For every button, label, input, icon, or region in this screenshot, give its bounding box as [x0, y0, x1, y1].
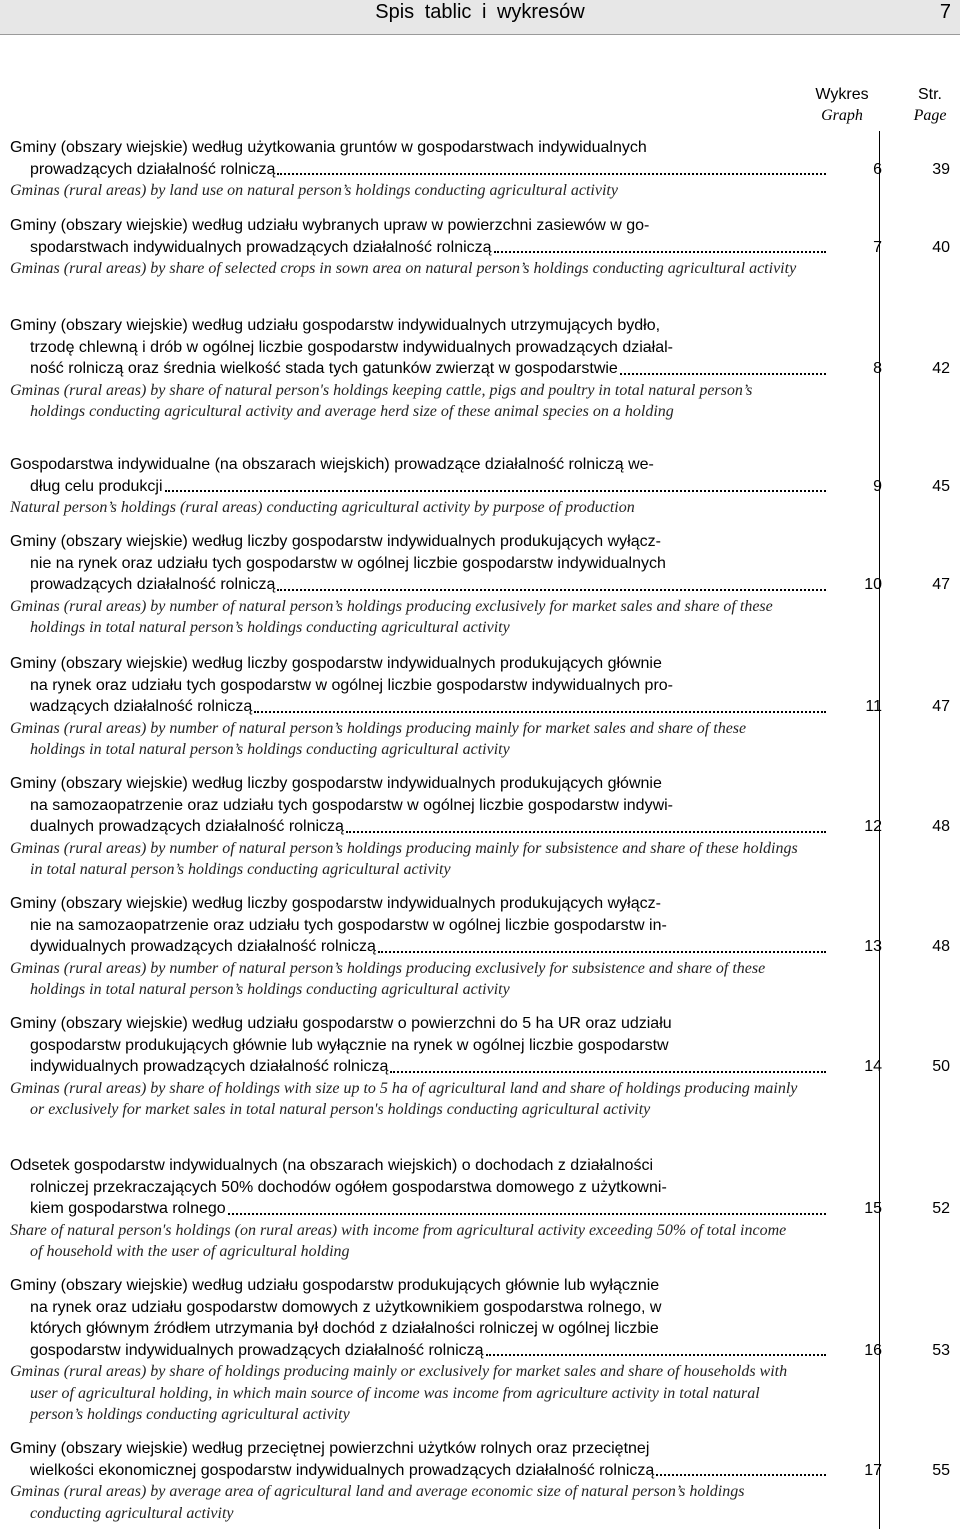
entry-title-en: Gminas (rural areas) by number of natural person’s holdings producing mainly for market sales and share of these holdings in total natural person’s holdings conducting agricultural activity	[10, 719, 747, 758]
entry-title-pl	[10, 1155, 800, 1220]
entry-title-pl	[10, 893, 800, 958]
dot-leader	[277, 172, 826, 175]
page-header	[0, 0, 960, 35]
entry-title-line: Gminy (obszary wiejskie) według przeciętnej powierzchni użytków rolnych oraz przeciętnej	[10, 1440, 650, 1457]
graph-number: 15	[864, 1200, 882, 1217]
graph-number: 10	[864, 576, 882, 593]
graph-number: 16	[864, 1341, 882, 1359]
entry-title-line: których głównym źródłem utrzymania był dochód z działalności rolniczej w ogólnej liczbie	[30, 1320, 659, 1337]
entry-title-line: Gminy (obszary wiejskie) według udziału wybranych upraw w powierzchni zasiewów w go-	[10, 217, 650, 234]
list-item[interactable]	[10, 653, 960, 761]
entry-title-line: Gospodarstwa indywidualne (na obszarach wiejskich) prowadzące działalność rolniczą we-	[10, 456, 654, 473]
entry-title-pl	[10, 215, 800, 258]
page-number: 39	[932, 160, 950, 178]
entry-title-last-line: prowadzących działalność rolniczą	[30, 160, 276, 178]
dot-leader	[277, 588, 826, 591]
graph-number: 11	[865, 698, 882, 715]
dot-leader	[254, 710, 826, 713]
list-item[interactable]	[10, 137, 960, 202]
entry-title-pl	[10, 773, 800, 838]
column-graph-pl: Wykres	[815, 86, 869, 103]
graph-number: 13	[864, 938, 882, 955]
header-page-number: 7	[939, 1, 951, 23]
entry-title-line: gospodarstw produkujących głównie lub wyłącznie na rynek w ogólnej liczbie gospodarstw	[30, 1036, 669, 1054]
list-item[interactable]	[10, 773, 960, 881]
entry-title-line: Gminy (obszary wiejskie) według liczby gospodarstw indywidualnych produkujących wyłącz-	[10, 895, 661, 912]
entry-title-last-line: kiem gospodarstwa rolnego	[30, 1200, 226, 1217]
entry-title-en: Gminas (rural areas) by share of holdings with size up to 5 ha of agricultural land and share of holdings producing mainly or exclusively for market sales in total natural person's holdings conducting agricultural activity	[10, 1079, 798, 1118]
entry-title-pl	[10, 454, 800, 497]
entry-title-line: rolniczej przekraczających 50% dochodów ogółem gospodarstwa domowego z użytkowni-	[30, 1178, 667, 1196]
dot-leader	[378, 950, 826, 953]
list-item[interactable]	[10, 1155, 960, 1263]
header-title: Spis tablic i wykresów	[375, 1, 585, 23]
list-item[interactable]	[10, 893, 960, 1001]
entry-title-en: Gminas (rural areas) by average area of agricultural land and average economic size of natural person’s holdings conducting agricultural activity	[10, 1483, 745, 1522]
list-item[interactable]	[10, 1275, 960, 1426]
page-number: 45	[932, 477, 950, 495]
page-number: 40	[932, 238, 950, 256]
graph-number: 9	[873, 477, 882, 495]
dot-leader	[390, 1070, 826, 1073]
graph-number: 6	[873, 160, 882, 178]
entry-title-en: Gminas (rural areas) by share of natural person's holdings keeping cattle, pigs and poultry in total natural person’s holdings conducting agricultural activity and average herd size of these animal species on a holding	[10, 381, 753, 420]
dot-leader	[620, 372, 826, 375]
entry-title-en: Gminas (rural areas) by number of natural person’s holdings producing exclusively for market sales and share of these holdings in total natural person’s holdings conducting agricultural activity	[10, 597, 773, 636]
list-item[interactable]	[10, 315, 960, 423]
graph-number: 7	[873, 238, 882, 256]
list-item[interactable]	[10, 1013, 960, 1121]
graph-number: 12	[864, 818, 882, 835]
dot-leader	[165, 489, 826, 492]
entry-title-en: Gminas (rural areas) by number of natural person’s holdings producing exclusively for subsistence and share of these holdings in total natural person’s holdings conducting agricultural activity	[10, 959, 766, 998]
entry-title-line: Gminy (obszary wiejskie) według liczby gospodarstw indywidualnych produkujących wyłącz-	[10, 533, 661, 550]
entry-title-en: Gminas (rural areas) by land use on natural person’s holdings conducting agricultural activity	[10, 182, 618, 199]
dot-leader	[346, 830, 826, 833]
entry-title-line: na rynek oraz udziału tych gospodarstw w ogólnej liczbie gospodarstw indywidualnych pro-	[30, 676, 674, 694]
page-number: 48	[932, 938, 950, 955]
entry-title-en: Gminas (rural areas) by number of natural person’s holdings producing mainly for subsistence and share of these holdings in total natural person’s holdings conducting agricultural activity	[10, 839, 798, 878]
graph-number: 14	[864, 1058, 882, 1075]
entry-title-last-line: spodarstwach indywidualnych prowadzących działalność rolniczą	[30, 238, 492, 256]
entry-title-last-line: gospodarstw indywidualnych prowadzących działalność rolniczą	[30, 1341, 484, 1359]
entry-title-last-line: dywidualnych prowadzących działalność rolniczą	[30, 938, 376, 955]
column-graph-en: Graph	[821, 106, 863, 124]
column-page-en: Page	[913, 106, 947, 124]
page-number: 52	[932, 1200, 950, 1217]
entry-title-line: trzodę chlewną i drób w ogólnej liczbie gospodarstw indywidualnych prowadzących działal-	[30, 338, 674, 356]
page-number: 50	[932, 1058, 950, 1075]
entry-title-en: Gminas (rural areas) by share of selected crops in sown area on natural person’s holdings conducting agricultural activity	[10, 260, 797, 277]
page-number: 53	[932, 1341, 950, 1359]
entry-title-line: Gminy (obszary wiejskie) według liczby gospodarstw indywidualnych produkujących głównie	[10, 775, 662, 792]
entry-title-line: Odsetek gospodarstw indywidualnych (na obszarach wiejskich) o dochodach z działalności	[10, 1157, 654, 1174]
entry-title-line: Gminy (obszary wiejskie) według liczby gospodarstw indywidualnych produkujących głównie	[10, 655, 662, 672]
column-header-page	[900, 84, 960, 126]
entry-title-line: Gminy (obszary wiejskie) według użytkowania gruntów w gospodarstwach indywidualnych	[10, 139, 647, 156]
entry-title-en: Share of natural person's holdings (on rural areas) with income from agricultural activity exceeding 50% of total income of household with the user of agricultural holding	[10, 1221, 787, 1260]
graph-number: 8	[873, 360, 882, 377]
entry-title-last-line: dług celu produkcji	[30, 477, 163, 495]
list-item[interactable]	[10, 454, 960, 519]
entry-title-en: Gminas (rural areas) by share of holdings producing mainly or exclusively for market sales and share of households with user of agricultural holding, in which main source of income was income from agriculture activity in total natural person’s holdings conducting agricultural activity	[10, 1363, 788, 1423]
entry-title-last-line: indywidualnych prowadzących działalność rolniczą	[30, 1058, 389, 1075]
entry-title-en: Natural person’s holdings (rural areas) conducting agricultural activity by purpose of production	[10, 499, 635, 516]
dot-leader	[228, 1212, 826, 1215]
entry-title-last-line: wadzących działalność rolniczą	[30, 698, 253, 715]
entry-title-pl	[10, 653, 800, 718]
entry-title-line: nie na samozaopatrzenie oraz udziału tych gospodarstw w ogólnej liczbie gospodarstw in-	[30, 916, 667, 934]
entry-title-line: na samozaopatrzenie oraz udziału tych gospodarstw w ogólnej liczbie gospodarstw indywi-	[30, 796, 674, 814]
entry-title-pl	[10, 315, 800, 380]
entry-title-pl	[10, 1275, 800, 1361]
page-number: 55	[932, 1461, 950, 1479]
page-number: 42	[932, 360, 950, 377]
dot-leader	[494, 250, 826, 253]
entry-title-pl	[10, 1013, 800, 1078]
entry-title-line: Gminy (obszary wiejskie) według udziału gospodarstw produkujących głównie lub wyłącznie	[10, 1277, 660, 1294]
entry-title-line: Gminy (obszary wiejskie) według udziału gospodarstw o powierzchni do 5 ha UR oraz udziału	[10, 1015, 672, 1032]
graph-number: 17	[864, 1461, 882, 1479]
entry-title-last-line: prowadzących działalność rolniczą	[30, 576, 276, 593]
entry-title-last-line: wielkości ekonomicznej gospodarstw indywidualnych prowadzących działalność rolniczą	[30, 1461, 655, 1479]
dot-leader	[486, 1353, 826, 1356]
entry-title-line: Gminy (obszary wiejskie) według udziału gospodarstw indywidualnych utrzymujących bydło,	[10, 317, 661, 334]
page-number: 48	[932, 818, 950, 835]
entry-title-pl	[10, 137, 800, 180]
page-number: 47	[932, 698, 950, 715]
list-item[interactable]	[10, 215, 960, 280]
column-header-graph	[806, 84, 878, 126]
list-item[interactable]	[10, 531, 960, 639]
entry-title-line: nie na rynek oraz udziału tych gospodarstw w ogólnej liczbie gospodarstw indywidualnych	[30, 554, 666, 572]
entry-title-pl	[10, 531, 800, 596]
dot-leader	[656, 1473, 826, 1476]
entry-title-pl	[10, 1438, 800, 1481]
column-page-pl: Str.	[917, 86, 942, 103]
entry-title-line: na rynek oraz udziału gospodarstw domowych z użytkownikiem gospodarstwa rolnego, w	[30, 1298, 662, 1316]
page-number: 47	[932, 576, 950, 593]
list-item[interactable]	[10, 1438, 960, 1524]
entry-title-last-line: ność rolniczą oraz średnia wielkość stada tych gatunków zwierząt w gospodarstwie	[30, 360, 618, 377]
entry-title-last-line: dualnych prowadzących działalność rolniczą	[30, 818, 344, 835]
